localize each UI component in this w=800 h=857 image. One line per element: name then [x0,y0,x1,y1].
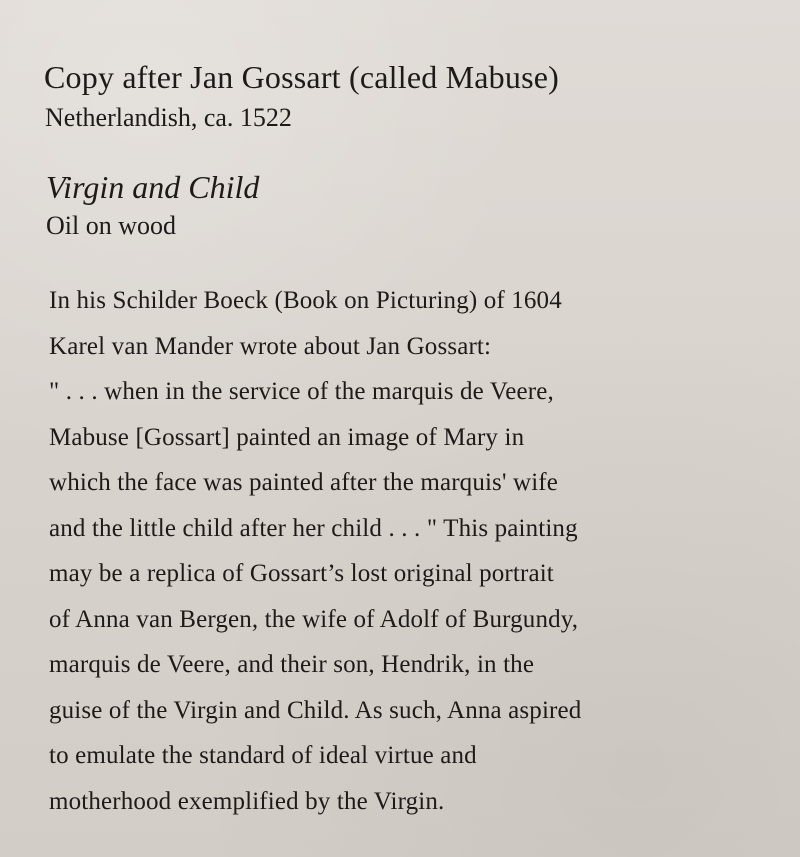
origin-date: Netherlandish, ca. 1522 [45,103,292,132]
description-text [49,278,744,824]
description-line: Karel van Mander wrote about Jan Gossart: [49,332,492,360]
description-line: of Anna van Bergen, the wife of Adolf of Burgundy, [49,605,579,633]
artist-attribution: Copy after Jan Gossart (called Mabuse) [44,59,559,95]
label-content [44,58,744,824]
description-line: may be a replica of Gossart’s lost original portrait [49,560,554,587]
description-line: and the little child after her child . . . " This painting [49,514,578,542]
description-line: motherhood exemplified by the Virgin. [49,787,445,815]
artwork-medium: Oil on wood [46,211,176,240]
description-line: to emulate the standard of ideal virtue and [49,742,477,769]
artwork-title: Virgin and Child [46,169,260,205]
description-line: In his Schilder Boeck (Book on Picturing) of 1604 [49,287,562,314]
description-line: marquis de Veere, and their son, Hendrik, in the [49,651,535,678]
description-line: guise of the Virgin and Child. As such, Anna aspired [49,696,582,724]
description-line: " . . . when in the service of the marquis de Veere, [49,378,554,405]
description-line: which the face was painted after the marquis' wife [49,469,559,496]
description-line: Mabuse [Gossart] painted an image of Mary in [49,423,525,451]
